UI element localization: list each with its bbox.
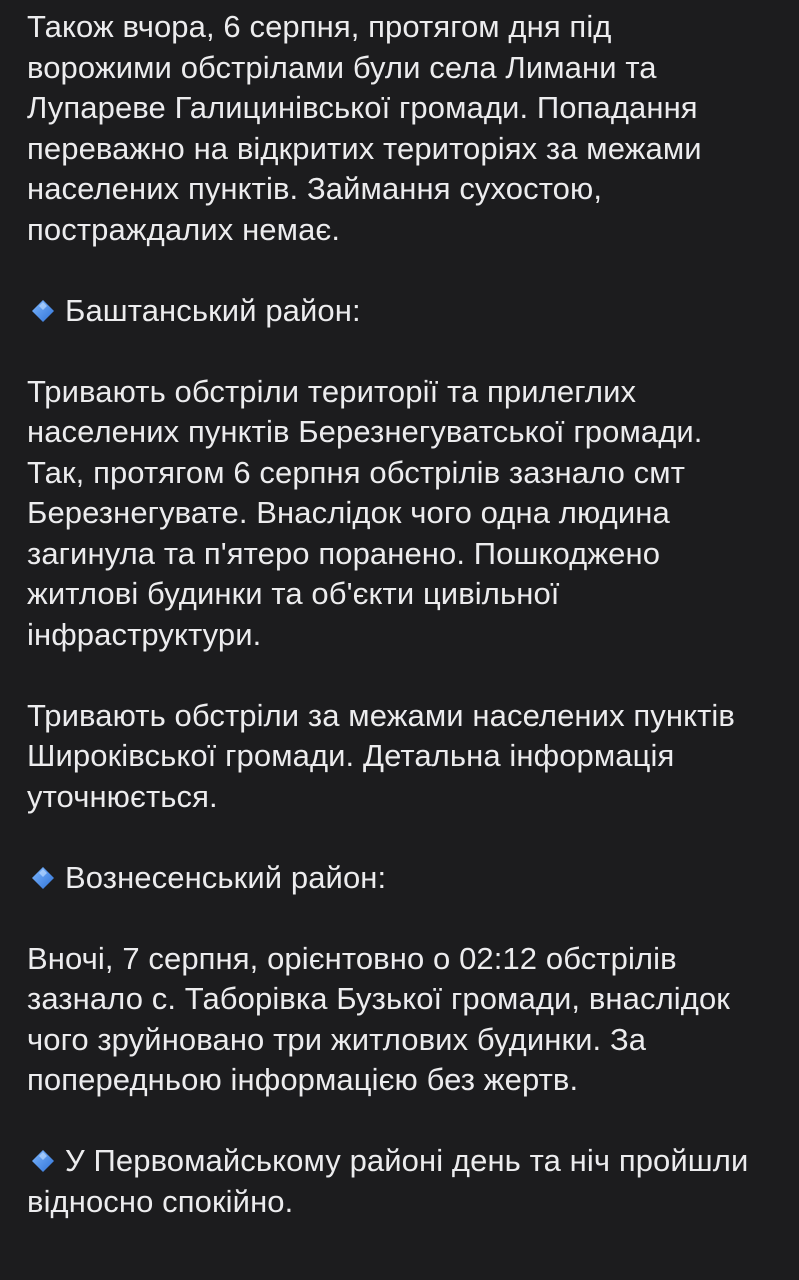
- text-line: переважно на відкритих територіях за межами: [27, 130, 702, 166]
- paragraph-3: [27, 696, 787, 818]
- text-line: Тривають обстріли за межами населених пунктів: [27, 697, 735, 733]
- heading-text: Баштанський район:: [65, 292, 361, 328]
- paragraph-4: [27, 939, 787, 1101]
- paragraph-5: [27, 1141, 787, 1222]
- district-heading-bashtanka: [27, 291, 787, 332]
- message-body: [27, 0, 787, 1222]
- text-line: уточнюється.: [27, 778, 218, 814]
- text-line: Березнегувате. Внаслідок чого одна людина: [27, 495, 670, 530]
- text-line: інфраструктури.: [27, 616, 262, 652]
- district-heading-voznesensk: [27, 858, 787, 899]
- heading-text: Вознесенський район:: [65, 859, 387, 895]
- text-line: Так, протягом 6 серпня обстрілів зазнало смт: [27, 454, 685, 490]
- paragraph-2: [27, 372, 787, 656]
- text-line: У Первомайському районі день та ніч пройшли: [65, 1143, 749, 1178]
- text-line: постраждалих немає.: [27, 211, 341, 247]
- text-line: Широківської громади. Детальна інформація: [27, 738, 675, 773]
- text-line: житлові будинки та об'єкти цивільної: [27, 576, 560, 611]
- text-line: чого зруйновано три житлових будинки. За: [27, 1021, 647, 1057]
- text-line: ворожими обстрілами були села Лимани та: [27, 49, 657, 85]
- text-line: населених пунктів. Займання сухостою,: [27, 171, 603, 206]
- text-line: зазнало с. Таборівка Бузької громади, внаслідок: [27, 981, 730, 1016]
- text-line: відносно спокійно.: [27, 1183, 294, 1219]
- text-line: Вночі, 7 серпня, орієнтовно о 02:12 обстрілів: [27, 940, 677, 976]
- pervomaisk-line: [27, 1141, 787, 1182]
- small-blue-diamond-icon: [31, 299, 55, 323]
- small-blue-diamond-icon: [31, 1149, 55, 1173]
- text-line: Також вчора, 6 серпня, протягом дня під: [27, 9, 612, 44]
- text-line: населених пунктів Березнегуватської громади.: [27, 414, 703, 449]
- text-line: Тривають обстріли території та прилеглих: [27, 373, 637, 409]
- small-blue-diamond-icon: [31, 866, 55, 890]
- text-line: загинула та п'ятеро поранено. Пошкоджено: [27, 535, 661, 571]
- text-line: попередньою інформацією без жертв.: [27, 1062, 579, 1097]
- paragraph-1: [27, 7, 787, 250]
- text-line: Лупареве Галицинівської громади. Попадання: [27, 90, 698, 125]
